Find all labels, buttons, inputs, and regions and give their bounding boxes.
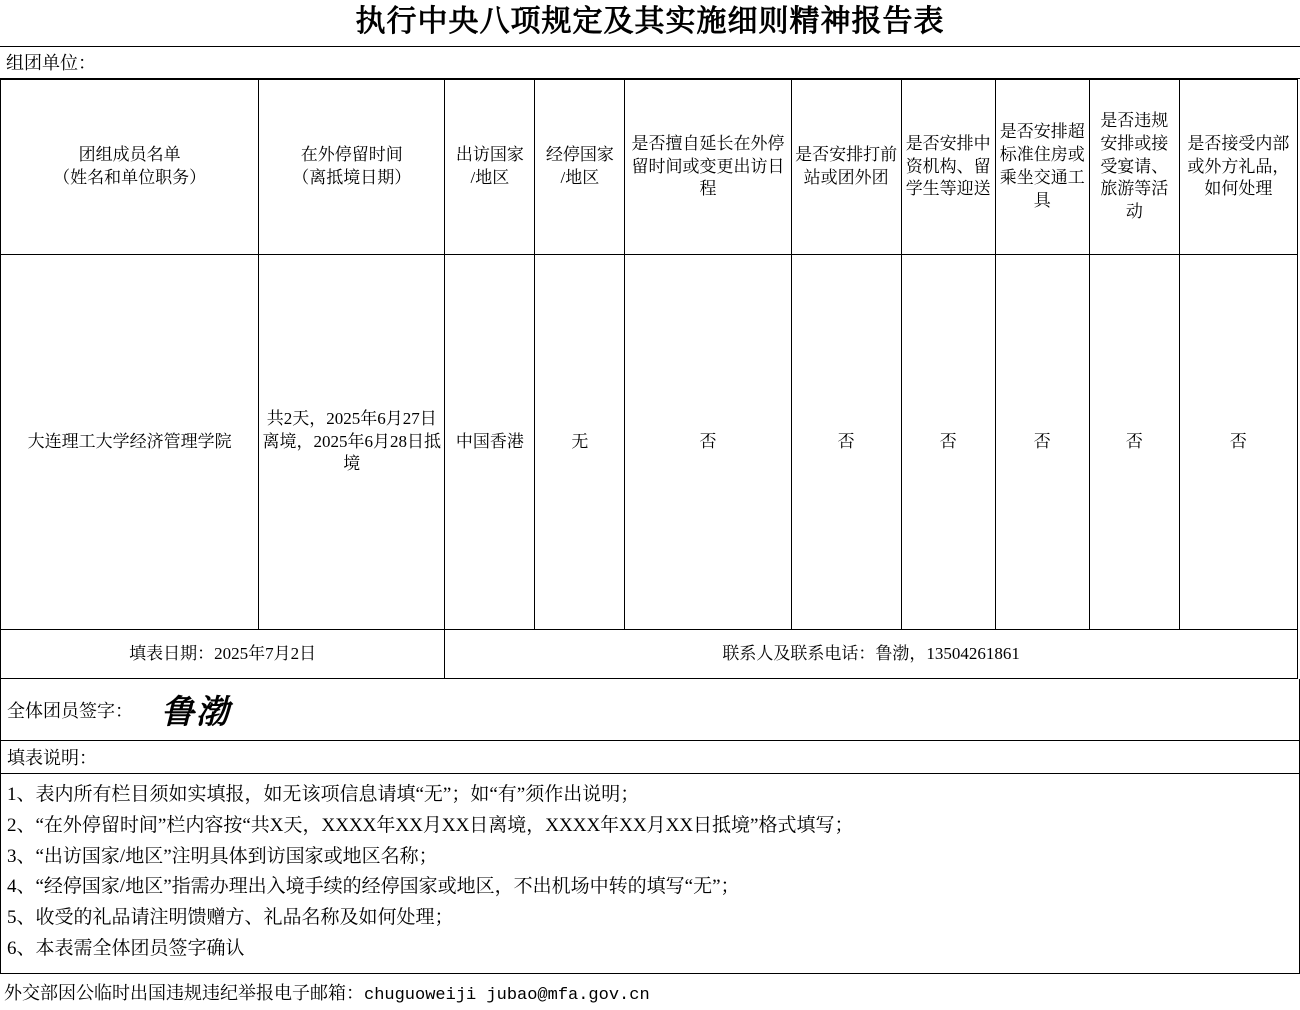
note-item: 1、表内所有栏目须如实填报，如无该项信息请填“无”；如“有”须作出说明；: [7, 784, 640, 805]
note-item: 5、收受的礼品请注明馈赠方、礼品名称及如何处理；: [7, 907, 454, 929]
report-email-line: [0, 974, 1300, 1005]
page-title: 执行中央八项规定及其实施细则精神报告表: [355, 5, 945, 38]
report-email-address: chuguoweiji jubao@mfa.gov.cn: [364, 985, 650, 1005]
fill-date-cell: [1, 630, 445, 679]
header-transit-country: 经停国家 /地区: [535, 80, 625, 255]
report-email-label: 外交部因公临时出国违规违纪举报电子邮箱：: [4, 982, 364, 1003]
note-item: 6、本表需全体团员签字确认: [7, 937, 245, 959]
organizing-unit-row: [0, 46, 1300, 79]
contact-label: 联系人及联系电话：: [722, 643, 876, 663]
note-item: 3、“出访国家/地区”注明具体到访国家或地区名称；: [7, 845, 438, 867]
contact-cell: [445, 630, 1298, 679]
cell-greeting: 否: [901, 255, 995, 630]
cell-gift: 否: [1179, 255, 1297, 630]
cell-member: 大连理工大学经济管理学院: [1, 255, 259, 630]
cell-banquet: 否: [1089, 255, 1179, 630]
signature-row: [0, 679, 1300, 741]
header-stay-time: 在外停留时间 （离抵境日期）: [259, 80, 445, 255]
header-gift-handling: 是否接受内部或外方礼品，如何处理: [1179, 80, 1297, 255]
table-row: [1, 255, 1298, 630]
note-item: 2、“在外停留时间”栏内容按“共X天，XXXX年XX月XX日离境，XXXX年XX月XX日抵境”格式填写；: [7, 814, 854, 836]
table-body: [1, 255, 1298, 679]
cell-country: 中国香港: [445, 255, 535, 630]
header-visit-country: 出访国家 /地区: [445, 80, 535, 255]
contact-value: 鲁渤，13504261861: [875, 643, 1020, 663]
header-greeting-arrangement: 是否安排中资机构、留学生等迎送: [901, 80, 995, 255]
header-banquet-tour: 是否违规安排或接受宴请、旅游等活动: [1089, 80, 1179, 255]
header-member-list: 团组成员名单 （姓名和单位职务）: [1, 80, 259, 255]
signature-label: 全体团员签字：: [7, 700, 133, 721]
header-overstandard-accommodation: 是否安排超标准住房或乘坐交通工具: [995, 80, 1089, 255]
cell-extend: 否: [625, 255, 791, 630]
notes-body: [0, 774, 1300, 974]
header-advance-team: 是否安排打前站或团外团: [791, 80, 901, 255]
header-extend-stay: 是否擅自延长在外停留时间或变更出访日程: [625, 80, 791, 255]
organizing-unit-label: 组团单位：: [6, 53, 96, 73]
fill-date-value: 2025年7月2日: [214, 643, 317, 663]
cell-advance: 否: [791, 255, 901, 630]
note-item: 4、“经停国家/地区”指需办理出入境手续的经停国家或地区，不出机场中转的填写“无”；: [7, 876, 740, 898]
signature-value: 鲁渤: [161, 692, 231, 731]
cell-overstandard: 否: [995, 255, 1089, 630]
table-header-row: [1, 80, 1298, 255]
table-header: [1, 80, 1298, 255]
report-table: [0, 79, 1298, 679]
cell-transit: 无: [535, 255, 625, 630]
table-footer-row: [1, 630, 1298, 679]
cell-stay: 共2天，2025年6月27日离境，2025年6月28日抵境: [259, 255, 445, 630]
fill-date-label: 填表日期：: [129, 643, 215, 663]
notes-heading: 填表说明：: [0, 741, 1300, 774]
